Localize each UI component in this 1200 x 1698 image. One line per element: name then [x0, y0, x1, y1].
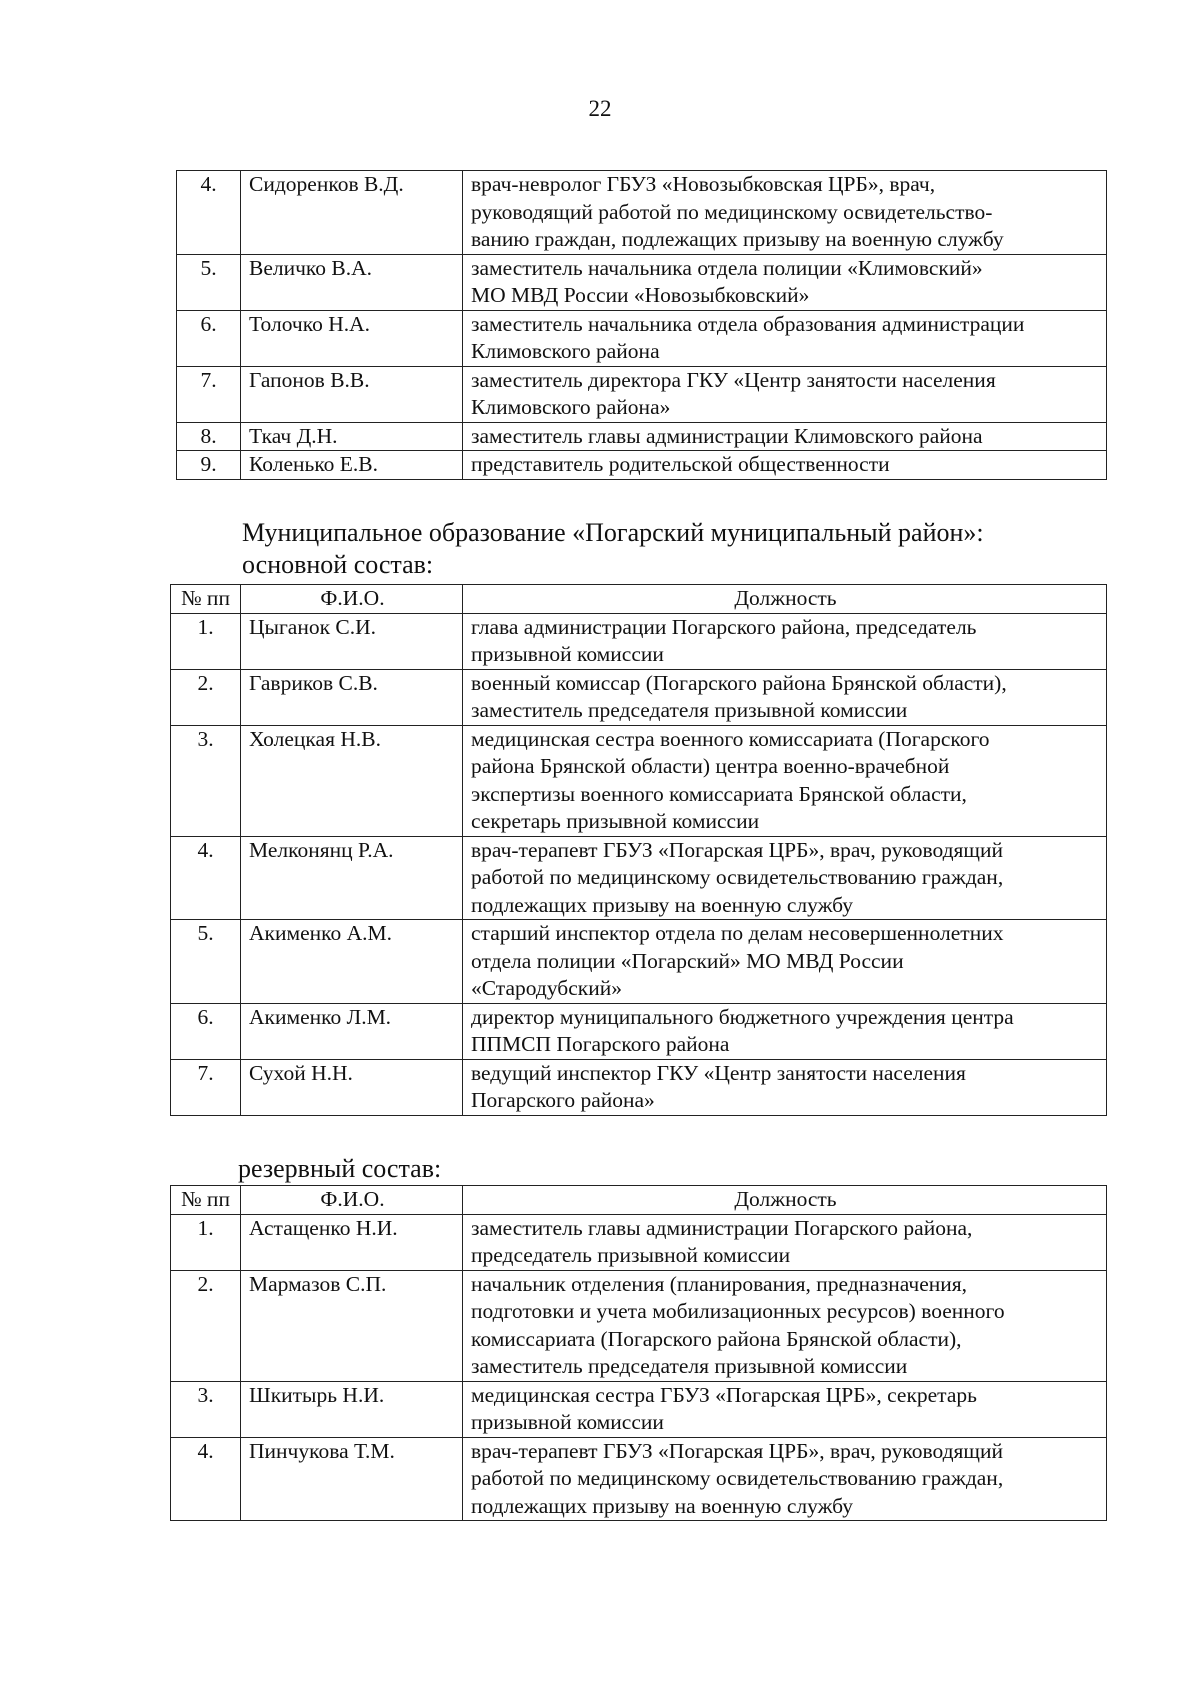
table-row: [177, 451, 1107, 480]
row-number: 1.: [171, 1214, 241, 1270]
position-cell: [463, 1381, 1107, 1437]
position-line: директор муниципального бюджетного учреждения центра: [471, 1004, 1014, 1029]
page-number: 22: [588, 96, 612, 121]
section-subtitle-main: основной состав:: [242, 550, 434, 579]
table-row: [171, 1437, 1107, 1521]
position-line: ванию граждан, подлежащих призыву на военную службу: [471, 227, 1004, 251]
position-line: призывной комиссии: [471, 642, 664, 666]
person-name: Мелконянц Р.А.: [241, 836, 463, 920]
position-cell: [463, 1214, 1107, 1270]
person-name: Астащенко Н.И.: [241, 1214, 463, 1270]
header-name: Ф.И.О.: [241, 585, 463, 614]
position-line: заместитель главы администрации Климовского района: [471, 423, 983, 448]
position-line: медицинская сестра ГБУЗ «Погарская ЦРБ», секретарь: [471, 1382, 977, 1407]
main-composition-table: [170, 584, 1107, 1116]
position-line: работой по медицинскому освидетельствованию граждан,: [471, 865, 1004, 889]
position-cell: [463, 920, 1107, 1004]
header-position: Должность: [463, 585, 1107, 614]
position-line: заместитель председателя призывной комиссии: [471, 1354, 908, 1378]
commission-table-continued: [176, 170, 1107, 480]
table-row: [171, 725, 1107, 836]
row-number: 6.: [171, 1003, 241, 1059]
position-cell: [463, 451, 1107, 480]
position-cell: [463, 669, 1107, 725]
person-name: Сухой Н.Н.: [241, 1059, 463, 1115]
position-line: работой по медицинскому освидетельствованию граждан,: [471, 1466, 1004, 1490]
table-body: [171, 1214, 1107, 1521]
row-number: 6.: [177, 310, 241, 366]
position-cell: [463, 836, 1107, 920]
position-line: секретарь призывной комиссии: [471, 809, 760, 833]
table-row: [171, 920, 1107, 1004]
position-line: призывной комиссии: [471, 1410, 664, 1434]
header-name: Ф.И.О.: [241, 1186, 463, 1215]
person-name: Пинчукова Т.М.: [241, 1437, 463, 1521]
table-row: [171, 1059, 1107, 1115]
position-line: руководящий работой по медицинскому освидетельство-: [471, 199, 993, 224]
position-cell: [463, 171, 1107, 255]
position-line: военный комиссар (Погарского района Брянской области),: [471, 670, 1007, 695]
position-line: отдела полиции «Погарский» МО МВД России: [471, 948, 904, 973]
person-name: Толочко Н.А.: [241, 310, 463, 366]
person-name: Сидоренков В.Д.: [241, 171, 463, 255]
position-line: председатель призывной комиссии: [471, 1243, 791, 1267]
table-row: [171, 669, 1107, 725]
position-cell: [463, 725, 1107, 836]
position-line: заместитель начальника отдела полиции «Климовский»: [471, 255, 983, 280]
row-number: 7.: [171, 1059, 241, 1115]
row-number: 4.: [171, 1437, 241, 1521]
position-line: подлежащих призыву на военную службу: [471, 1493, 854, 1518]
row-number: 9.: [177, 451, 241, 480]
position-line: Климовского района»: [471, 395, 671, 419]
position-cell: [463, 613, 1107, 669]
reserve-composition-table: [170, 1185, 1107, 1521]
table-row: [177, 254, 1107, 310]
row-number: 1.: [171, 613, 241, 669]
position-line: Климовского района: [471, 339, 660, 363]
position-line: старший инспектор отдела по делам несовершеннолетних: [471, 921, 1004, 945]
position-line: заместитель главы администрации Погарского района,: [471, 1215, 973, 1240]
table-row: [177, 422, 1107, 451]
row-number: 2.: [171, 1270, 241, 1381]
row-number: 8.: [177, 422, 241, 451]
position-cell: [463, 254, 1107, 310]
person-name: Акименко Л.М.: [241, 1003, 463, 1059]
table-header-row: [171, 1186, 1107, 1215]
position-line: Погарского района»: [471, 1088, 655, 1112]
position-cell: [463, 1059, 1107, 1115]
row-number: 4.: [171, 836, 241, 920]
position-line: медицинская сестра военного комиссариата (Погарского: [471, 726, 990, 751]
person-name: Ткач Д.Н.: [241, 422, 463, 451]
section-title: Муниципальное образование «Погарский муниципальный район»:: [242, 518, 984, 547]
position-line: «Стародубский»: [471, 976, 622, 1000]
header-num: № пп: [171, 1186, 241, 1215]
section-subtitle-reserve: резервный состав:: [238, 1154, 442, 1183]
person-name: Акименко А.М.: [241, 920, 463, 1004]
table-body: [171, 613, 1107, 1115]
position-line: МО МВД России «Новозыбковский»: [471, 283, 810, 307]
position-line: района Брянской области) центра военно-врачебной: [471, 754, 950, 778]
row-number: 7.: [177, 366, 241, 422]
position-line: врач-терапевт ГБУЗ «Погарская ЦРБ», врач, руководящий: [471, 837, 1003, 862]
table-row: [177, 171, 1107, 255]
position-line: заместитель председателя призывной комиссии: [471, 698, 908, 722]
position-line: представитель родительской общественности: [471, 452, 890, 476]
table-row: [177, 310, 1107, 366]
person-name: Холецкая Н.В.: [241, 725, 463, 836]
position-cell: [463, 422, 1107, 451]
table-body: [177, 171, 1107, 480]
position-line: подлежащих призыву на военную службу: [471, 892, 854, 917]
position-line: экспертизы военного комиссариата Брянской области,: [471, 781, 967, 806]
person-name: Коленько Е.В.: [241, 451, 463, 480]
header-position: Должность: [463, 1186, 1107, 1215]
person-name: Мармазов С.П.: [241, 1270, 463, 1381]
table-row: [171, 613, 1107, 669]
person-name: Величко В.А.: [241, 254, 463, 310]
person-name: Шкитырь Н.И.: [241, 1381, 463, 1437]
position-line: ППМСП Погарского района: [471, 1032, 730, 1056]
position-cell: [463, 310, 1107, 366]
row-number: 5.: [177, 254, 241, 310]
position-line: заместитель директора ГКУ «Центр занятости населения: [471, 367, 996, 392]
table-header-row: [171, 585, 1107, 614]
position-cell: [463, 1003, 1107, 1059]
position-line: комиссариата (Погарского района Брянской области),: [471, 1326, 962, 1351]
table-row: [171, 1381, 1107, 1437]
table-row: [171, 1270, 1107, 1381]
position-line: начальник отделения (планирования, предназначения,: [471, 1271, 968, 1296]
position-line: глава администрации Погарского района, председатель: [471, 614, 977, 639]
row-number: 2.: [171, 669, 241, 725]
row-number: 4.: [177, 171, 241, 255]
row-number: 5.: [171, 920, 241, 1004]
position-line: заместитель начальника отдела образования администрации: [471, 311, 1025, 336]
position-cell: [463, 1270, 1107, 1381]
person-name: Гавриков С.В.: [241, 669, 463, 725]
table-row: [171, 1003, 1107, 1059]
person-name: Цыганок С.И.: [241, 613, 463, 669]
table-row: [171, 836, 1107, 920]
position-line: врач-терапевт ГБУЗ «Погарская ЦРБ», врач, руководящий: [471, 1438, 1003, 1463]
position-line: подготовки и учета мобилизационных ресурсов) военного: [471, 1299, 1005, 1323]
row-number: 3.: [171, 725, 241, 836]
person-name: Гапонов В.В.: [241, 366, 463, 422]
position-cell: [463, 366, 1107, 422]
table-row: [177, 366, 1107, 422]
row-number: 3.: [171, 1381, 241, 1437]
table-row: [171, 1214, 1107, 1270]
position-line: ведущий инспектор ГКУ «Центр занятости населения: [471, 1060, 966, 1085]
position-cell: [463, 1437, 1107, 1521]
position-line: врач-невролог ГБУЗ «Новозыбковская ЦРБ», врач,: [471, 172, 936, 196]
header-num: № пп: [171, 585, 241, 614]
